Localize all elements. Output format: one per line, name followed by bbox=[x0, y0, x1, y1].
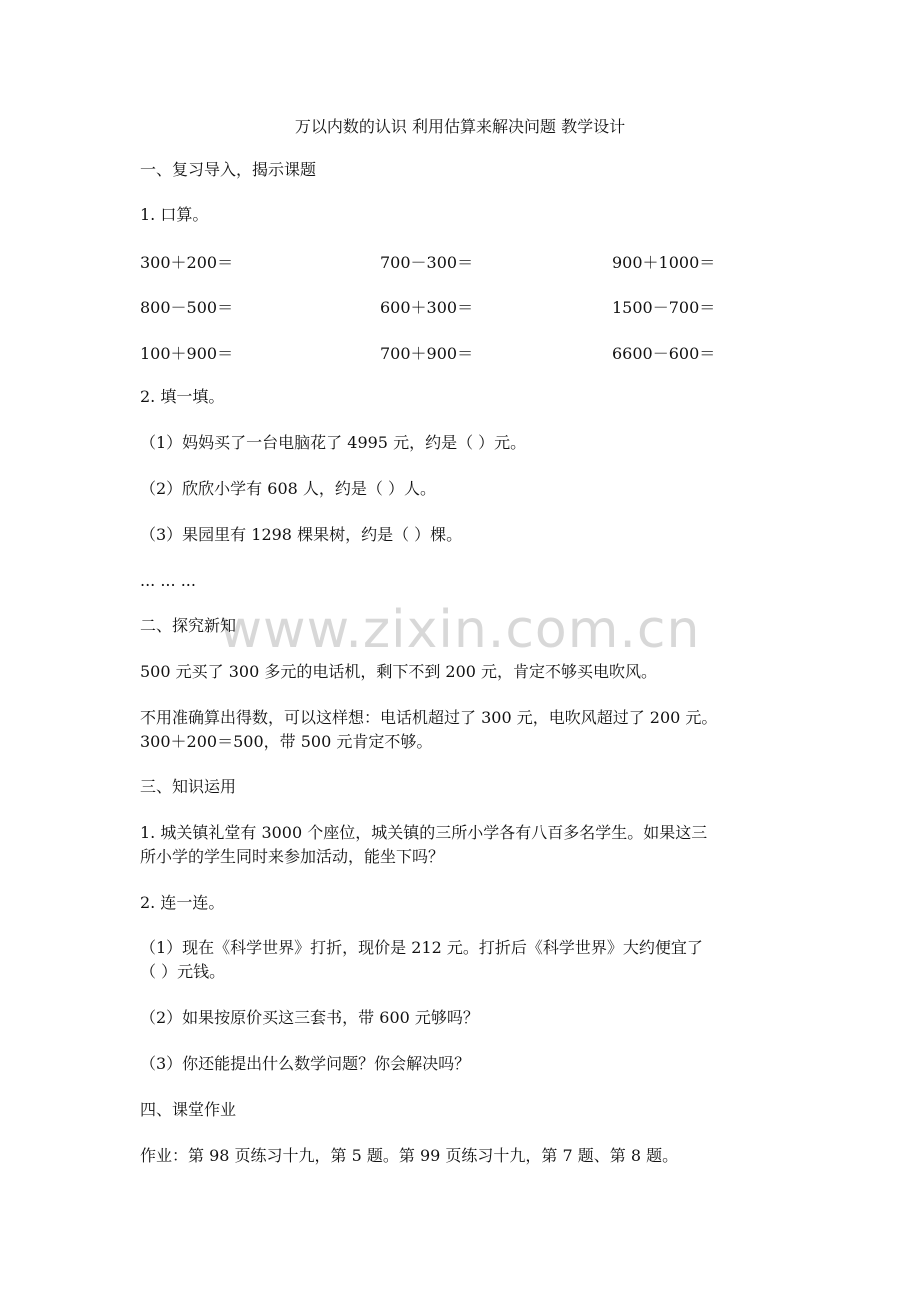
fill-item-1: （1）妈妈买了一台电脑花了 4995 元，约是（ ）元。 bbox=[140, 433, 527, 452]
section-heading-1: 一、复习导入，揭示课题 bbox=[140, 160, 317, 179]
link-item-1-cont: （ ）元钱。 bbox=[140, 962, 226, 981]
link-item-1: （1）现在《科学世界》打折，现价是 212 元。打折后《科学世界》大约便宜了 bbox=[140, 938, 703, 957]
calc-row-3 bbox=[140, 341, 790, 363]
calc-item: 6600－600＝ bbox=[612, 344, 716, 363]
calc-item: 800－500＝ bbox=[140, 298, 234, 317]
calc-item: 100＋900＝ bbox=[140, 344, 234, 363]
calc-item: 600＋300＝ bbox=[380, 298, 474, 317]
explore-text-2: 不用准确算出得数，可以这样想：电话机超过了 300 元，电吹风超过了 200 元。 bbox=[140, 708, 718, 727]
link-item-2: （2）如果按原价买这三套书，带 600 元够吗？ bbox=[140, 1008, 479, 1027]
homework-text: 作业：第 98 页练习十九，第 5 题。第 99 页练习十九，第 7 题、第 8 题。 bbox=[140, 1146, 679, 1165]
watermark: www.zixin.com.cn bbox=[219, 600, 701, 660]
calc-item: 900＋1000＝ bbox=[612, 253, 716, 272]
calc-row-2 bbox=[140, 295, 790, 317]
calc-item: 700＋900＝ bbox=[380, 344, 474, 363]
section-heading-3: 三、知识运用 bbox=[140, 777, 237, 796]
calc-item: 1500－700＝ bbox=[612, 298, 716, 317]
calc-item: 700－300＝ bbox=[380, 253, 474, 272]
fill-item-3: （3）果园里有 1298 棵果树，约是（ ）棵。 bbox=[140, 525, 463, 544]
calc-item: 300＋200＝ bbox=[140, 253, 234, 272]
section-heading-2: 二、探究新知 bbox=[140, 616, 237, 635]
question-1-heading: 1. 口算。 bbox=[140, 205, 209, 224]
fill-item-2: （2）欣欣小学有 608 人，约是（ ）人。 bbox=[140, 479, 436, 498]
question-2-heading: 2. 填一填。 bbox=[140, 387, 225, 406]
apply-text-1: 1. 城关镇礼堂有 3000 个座位，城关镇的三所小学各有八百多名学生。如果这三 bbox=[140, 823, 708, 842]
apply-text-2: 所小学的学生同时来参加活动，能坐下吗？ bbox=[140, 847, 445, 866]
link-item-3: （3）你还能提出什么数学问题？你会解决吗？ bbox=[140, 1054, 471, 1073]
explore-text-1: 500 元买了 300 多元的电话机，剩下不到 200 元，肯定不够买电吹风。 bbox=[140, 662, 658, 681]
section-heading-4: 四、课堂作业 bbox=[140, 1100, 237, 1119]
ellipsis: ... ... ... bbox=[140, 571, 196, 590]
page-title: 万以内数的认识 利用估算来解决问题 教学设计 bbox=[294, 117, 626, 136]
question-3-heading: 2. 连一连。 bbox=[140, 893, 225, 912]
calc-row-1 bbox=[140, 250, 790, 272]
explore-text-3: 300＋200＝500，带 500 元肯定不够。 bbox=[140, 732, 433, 751]
